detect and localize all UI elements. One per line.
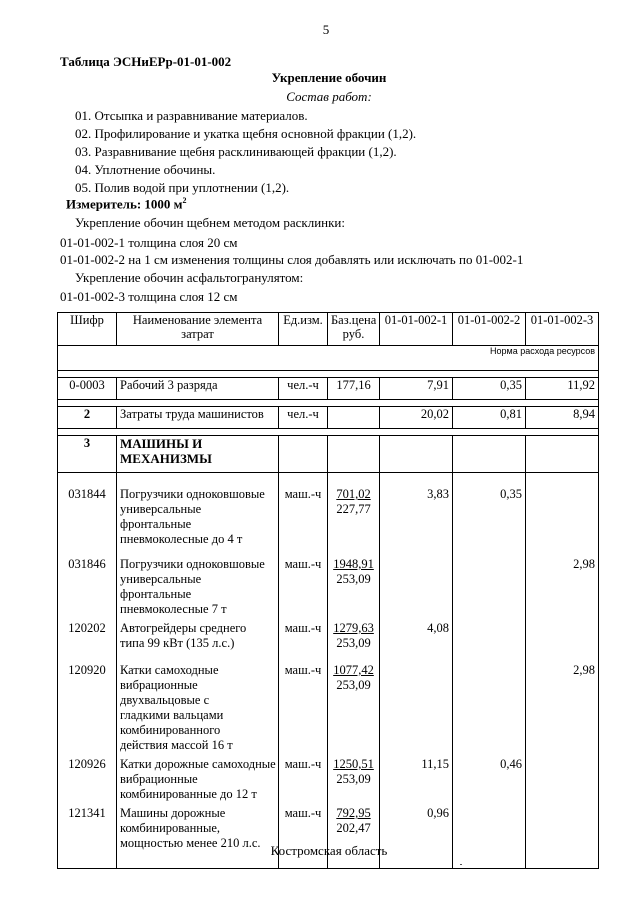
- row-price: [328, 436, 380, 473]
- table-spacer: [58, 429, 599, 436]
- row-v2: [453, 617, 526, 657]
- row-code: 0-0003: [58, 378, 117, 400]
- work-item: 04. Уплотнение обочины.: [75, 162, 216, 177]
- row-price-main: 1077,42: [333, 663, 374, 677]
- header-col2: 01-01-002-2: [453, 313, 526, 346]
- row-name: Рабочий 3 разряда: [117, 378, 279, 400]
- row-price-sub: 253,09: [336, 636, 371, 650]
- row-v1: 11,15: [380, 753, 453, 802]
- table-row: [58, 617, 599, 657]
- row-price: [328, 657, 380, 753]
- note: 01-01-002-2 на 1 см изменения толщины слоя добавлять или исключать по 01-002-1: [60, 252, 524, 267]
- row-unit: маш.-ч: [279, 553, 328, 617]
- note: 01-01-002-3 толщина слоя 12 см: [60, 289, 238, 304]
- row-code: 121341: [58, 802, 117, 869]
- row-v3: 8,94: [526, 407, 599, 429]
- row-price-main: 1948,91: [333, 557, 374, 571]
- table-row: [58, 407, 599, 429]
- row-name: [117, 553, 279, 617]
- header-unit: Ед.изм.: [279, 313, 328, 346]
- row-v3: 2,98: [526, 553, 599, 617]
- row-price-sub: 253,09: [336, 572, 371, 586]
- row-code: 031844: [58, 473, 117, 554]
- row-v2: [453, 657, 526, 753]
- row-unit: чел.-ч: [279, 407, 328, 429]
- row-name: [117, 753, 279, 802]
- row-price-sub: 253,09: [336, 678, 371, 692]
- row-v3: 11,92: [526, 378, 599, 400]
- row-unit: маш.-ч: [279, 657, 328, 753]
- note: 01-01-002-1 толщина слоя 20 см: [60, 235, 238, 250]
- row-v2: [453, 436, 526, 473]
- row-unit: маш.-ч: [279, 617, 328, 657]
- row-code: 120202: [58, 617, 117, 657]
- row-code: 031846: [58, 553, 117, 617]
- row-v1: [380, 553, 453, 617]
- note: Укрепление обочин асфальтогранулятом:: [75, 270, 304, 285]
- row-name: [117, 657, 279, 753]
- norm-row: [58, 346, 599, 371]
- row-code: 2: [58, 407, 117, 429]
- row-v1: [380, 657, 453, 753]
- row-unit: маш.-ч: [279, 753, 328, 802]
- row-code: 3: [58, 436, 117, 473]
- row-name: МАШИНЫ И МЕХАНИЗМЫ: [117, 436, 279, 473]
- table-row: [58, 753, 599, 802]
- table-title: Таблица ЭСНиЕРр-01-01-002: [60, 54, 232, 69]
- row-v2: 0,35: [453, 378, 526, 400]
- row-v1: 0,96: [380, 802, 453, 869]
- header-col1: 01-01-002-1: [380, 313, 453, 346]
- work-item: 03. Разравнивание щебня расклинивающей фракции (1,2).: [75, 144, 397, 159]
- row-price: [328, 617, 380, 657]
- table-header-row: [58, 313, 599, 346]
- row-price: [328, 407, 380, 429]
- header-price: Баз.цена руб.: [328, 313, 380, 346]
- row-v3: [526, 617, 599, 657]
- header-col3: 01-01-002-3: [526, 313, 599, 346]
- row-unit: чел.-ч: [279, 378, 328, 400]
- meter-sup: 2: [182, 196, 187, 205]
- row-v1: [380, 436, 453, 473]
- row-price: [328, 473, 380, 554]
- row-name: Затраты труда машинистов: [117, 407, 279, 429]
- row-name-text: Машины дорожные комбинированные, мощностью менее 210 л.с.: [120, 806, 261, 850]
- row-name-text: Погрузчики одноковшовые универсальные фронтальные пневмоколесные до 4 т: [120, 487, 265, 546]
- row-unit: маш.-ч: [279, 473, 328, 554]
- section-title: Укрепление обочин: [271, 70, 387, 85]
- row-price-main: 1279,63: [333, 621, 374, 635]
- row-v1: 7,91: [380, 378, 453, 400]
- row-price: [328, 753, 380, 802]
- row-v1: 3,83: [380, 473, 453, 554]
- row-unit: [279, 436, 328, 473]
- row-name-text: Катки самоходные вибрационные двухвальцовые с гладкими вальцами комбинированного действия массой 16 т: [120, 663, 233, 752]
- scan-mark: [460, 864, 462, 865]
- work-item: 05. Полив водой при уплотнении (1,2).: [75, 180, 290, 195]
- footer-region: Костромская область: [270, 843, 388, 858]
- row-name: [117, 617, 279, 657]
- row-name-text: Катки дорожные самоходные вибрационные комбинированные до 12 т: [120, 757, 276, 801]
- row-v1: 4,08: [380, 617, 453, 657]
- row-v2: [453, 553, 526, 617]
- table-row: [58, 657, 599, 753]
- row-price: [328, 553, 380, 617]
- row-price-sub: 202,47: [336, 821, 371, 835]
- row-v2: 0,35: [453, 473, 526, 554]
- header-name: Наименование элемента затрат: [117, 313, 279, 346]
- meter-text: Измеритель: 1000 м: [66, 196, 183, 212]
- meter-label: [66, 196, 187, 212]
- row-name-text: Автогрейдеры среднего типа 99 кВт (135 л.с.): [120, 621, 247, 650]
- table-row: [58, 436, 599, 473]
- composition-title: Состав работ:: [286, 89, 372, 104]
- table-spacer: [58, 400, 599, 407]
- row-price-main: 1250,51: [333, 757, 374, 771]
- work-item: 02. Профилирование и укатка щебня основной фракции (1,2).: [75, 126, 417, 141]
- note: Укрепление обочин щебнем методом расклинки:: [75, 215, 345, 230]
- resource-table: [57, 312, 599, 869]
- work-item: 01. Отсыпка и разравнивание материалов.: [75, 108, 308, 123]
- row-name-text: Погрузчики одноковшовые универсальные фронтальные пневмоколесные 7 т: [120, 557, 265, 616]
- page-number: 5: [322, 22, 330, 37]
- table-row: [58, 553, 599, 617]
- row-v2: 0,46: [453, 753, 526, 802]
- row-v3: [526, 473, 599, 554]
- row-unit: маш.-ч: [279, 802, 328, 869]
- row-name: [117, 473, 279, 554]
- row-price-sub: 253,09: [336, 772, 371, 786]
- row-v2: 0,81: [453, 407, 526, 429]
- row-v3: [526, 753, 599, 802]
- row-v3: [526, 436, 599, 473]
- row-v1: 20,02: [380, 407, 453, 429]
- row-v3: 2,98: [526, 657, 599, 753]
- row-price: 177,16: [328, 378, 380, 400]
- norm-label: Норма расхода ресурсов: [58, 346, 599, 371]
- row-code: 120926: [58, 753, 117, 802]
- row-price-sub: 227,77: [336, 502, 371, 516]
- row-code: 120920: [58, 657, 117, 753]
- table-spacer: [58, 371, 599, 378]
- table-row: [58, 473, 599, 554]
- header-code: Шифр: [58, 313, 117, 346]
- table-row: [58, 378, 599, 400]
- row-price-main: 701,02: [336, 487, 371, 501]
- row-price-main: 792,95: [336, 806, 371, 820]
